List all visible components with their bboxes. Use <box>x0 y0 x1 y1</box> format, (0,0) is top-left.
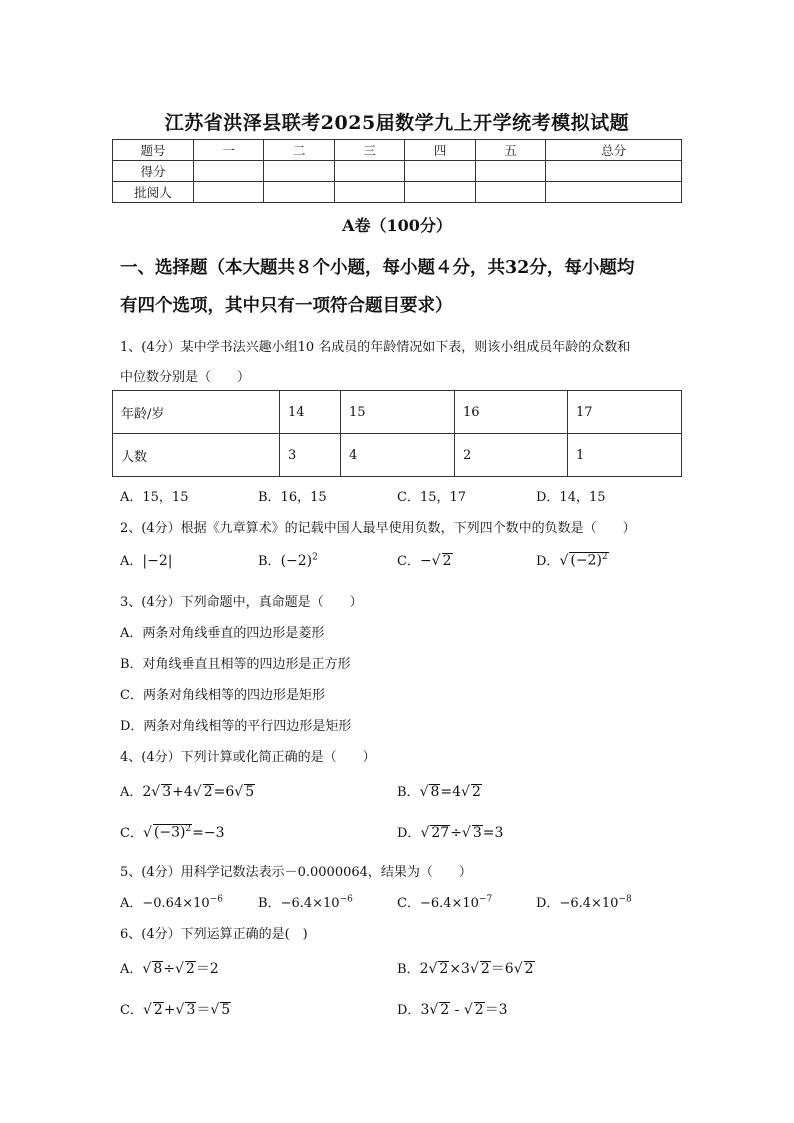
q1-option-d[interactable]: D．14，15 <box>536 490 606 505</box>
q6-option-b[interactable]: B．2√ 2×3√ 2＝6√ 2 <box>397 961 534 977</box>
q1-option-c[interactable]: C．15，17 <box>397 490 467 505</box>
option-label: B． <box>258 554 281 569</box>
q1-stem-line1: 1、(4分）某中学书法兴趣小组10 名成员的年龄情况如下表，则该小组成员年龄的众数和 <box>120 340 631 355</box>
q3-option-d[interactable]: D．两条对角线相等的平行四边形是矩形 <box>120 719 352 734</box>
section1-heading-line1: 一、选择题（本大题共８个小题，每小题４分，共32分，每小题均 <box>120 258 635 278</box>
q5-option-b[interactable] <box>258 892 353 911</box>
score-header-cell: 五 <box>475 140 545 161</box>
q6-option-c[interactable]: C．√ 2+√ 3＝√ 5 <box>120 1002 231 1018</box>
option-label: A． <box>120 554 143 569</box>
q6-option-a[interactable]: A．√ 8÷√ 2＝2 <box>120 961 219 977</box>
q3-option-b[interactable]: B．对角线垂直且相等的四边形是正方形 <box>120 657 351 672</box>
q1-option-a[interactable]: A．15，15 <box>120 490 189 505</box>
q5-option-a[interactable] <box>120 892 223 911</box>
option-label: A． <box>120 896 143 911</box>
q5-option-c[interactable] <box>397 892 492 911</box>
reviewer-cell <box>334 182 404 203</box>
table-cell: 15 <box>341 391 455 434</box>
option-exponent: −8 <box>618 894 632 905</box>
q1-stem-line2: 中位数分别是（ ） <box>120 370 251 385</box>
section1-heading-line2: 有四个选项，其中只有一项符合题目要求） <box>120 296 453 316</box>
option-exponent: −6 <box>209 894 223 905</box>
reviewer-cell <box>475 182 545 203</box>
score-row-label: 得分 <box>113 161 194 182</box>
score-header-cell: 题号 <box>113 140 194 161</box>
exam-title: 江苏省洪泽县联考2025届数学九上开学统考模拟试题 <box>164 112 630 134</box>
option-label: B． <box>258 896 281 911</box>
option-exponent: −6 <box>339 894 353 905</box>
q1-option-b[interactable]: B．16，15 <box>258 490 327 505</box>
reviewer-cell <box>194 182 264 203</box>
q4-option-c[interactable]: C．√ $(-3)^2=-3$ <box>120 824 225 841</box>
option-label: C． <box>120 1003 143 1018</box>
q2-option-d[interactable]: D．√ $(-2)^2$ <box>536 552 608 569</box>
reviewer-cell <box>405 182 475 203</box>
age-row <box>113 391 682 434</box>
q4-option-a[interactable]: A．2√ 3+4√ 2=6√ 5 <box>120 784 255 800</box>
count-row <box>113 434 682 477</box>
q2-option-b[interactable]: B．$(-2)^2$ <box>258 552 318 569</box>
section-a-heading: A卷（100分） <box>342 216 452 235</box>
option-mantissa: −0.64×10 <box>142 896 210 911</box>
option-label: C． <box>120 826 143 841</box>
option-label: D． <box>536 554 560 569</box>
q2-stem: 2、(4分）根据《九章算术》的记载中国人最早使用负数，下列四个数中的负数是（ ） <box>120 521 636 536</box>
option-label: D． <box>536 896 560 911</box>
table-cell: 14 <box>280 391 341 434</box>
option-mantissa: −6.4×10 <box>280 896 340 911</box>
option-label: B． <box>397 962 420 977</box>
score-cell <box>405 161 475 182</box>
q5-option-d[interactable] <box>536 892 632 911</box>
q5-stem: 5、(4分）用科学记数法表示－0.0000064，结果为（ ） <box>120 865 472 880</box>
option-label: C． <box>397 896 420 911</box>
q2-option-c[interactable]: C．−√ 2 <box>397 553 452 569</box>
option-label: C． <box>397 554 420 569</box>
q2-option-a[interactable]: A．|−2| <box>120 553 173 569</box>
score-header-cell: 总分 <box>546 140 682 161</box>
score-header-cell: 四 <box>405 140 475 161</box>
reviewer-row-label: 批阅人 <box>113 182 194 203</box>
score-header-cell: 一 <box>194 140 264 161</box>
q4-stem: 4、(4分）下列计算或化简正确的是（ ） <box>120 750 376 765</box>
reviewer-cell <box>264 182 334 203</box>
table-cell: 年龄/岁 <box>113 391 280 434</box>
score-cell <box>264 161 334 182</box>
table-cell: 4 <box>341 434 455 477</box>
score-header-cell: 二 <box>264 140 334 161</box>
q1-age-table <box>112 390 682 477</box>
score-cell <box>334 161 404 182</box>
option-label: A． <box>120 962 143 977</box>
option-label: B． <box>397 785 420 800</box>
score-cell <box>475 161 545 182</box>
score-row <box>113 161 682 182</box>
option-mantissa: −6.4×10 <box>419 896 479 911</box>
score-cell <box>546 161 682 182</box>
q3-option-a[interactable]: A．两条对角线垂直的四边形是菱形 <box>120 626 325 641</box>
option-mantissa: −6.4×10 <box>559 896 619 911</box>
reviewer-row <box>113 182 682 203</box>
q4-option-b[interactable]: B．√ 8=4√ 2 <box>397 784 481 800</box>
q6-option-d[interactable]: D．3√ 2 - √ 2＝3 <box>397 1002 508 1018</box>
table-cell: 人数 <box>113 434 280 477</box>
option-label: D． <box>397 1003 421 1018</box>
table-cell: 17 <box>568 391 682 434</box>
score-table-header-row <box>113 140 682 161</box>
q3-stem: 3、(4分）下列命题中，真命题是（ ） <box>120 595 363 610</box>
q4-option-d[interactable]: D．√ 27÷√ 3=3 <box>397 825 504 841</box>
table-cell: 3 <box>280 434 341 477</box>
option-exponent: −7 <box>478 894 493 905</box>
table-cell: 2 <box>455 434 568 477</box>
option-label: A． <box>120 785 143 800</box>
table-cell: 1 <box>568 434 682 477</box>
score-cell <box>194 161 264 182</box>
score-table <box>112 139 682 203</box>
option-label: D． <box>397 826 421 841</box>
q3-option-c[interactable]: C．两条对角线相等的四边形是矩形 <box>120 688 325 703</box>
q6-stem: 6、(4分）下列运算正确的是( ) <box>120 927 308 942</box>
reviewer-cell <box>546 182 682 203</box>
table-cell: 16 <box>455 391 568 434</box>
score-header-cell: 三 <box>334 140 404 161</box>
